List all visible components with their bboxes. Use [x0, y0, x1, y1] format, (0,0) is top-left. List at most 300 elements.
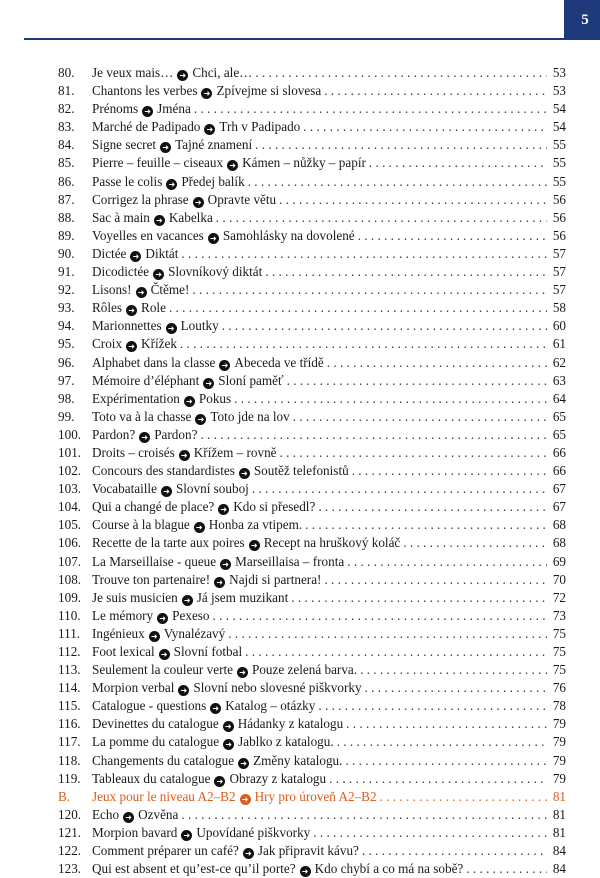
entry-number: 91.: [58, 264, 75, 280]
title-french: Dicodictée: [92, 264, 150, 280]
entry-page: 54: [552, 101, 566, 117]
toc-entry: [58, 372, 566, 390]
arrow-right-circle-icon: ➜: [223, 721, 234, 732]
entry-number: 86.: [58, 173, 75, 189]
title-french: Signe secret: [92, 137, 157, 153]
entry-page: 81: [552, 824, 566, 840]
toc-entry: [58, 534, 566, 552]
dot-leader: [369, 154, 547, 172]
entry-page: 66: [552, 463, 566, 479]
dot-leader: [287, 372, 547, 390]
title-french: Dictée: [92, 245, 127, 261]
toc-entry: [58, 136, 566, 154]
toc-entry: [58, 64, 566, 82]
arrow-right-circle-icon: ➜: [223, 739, 234, 750]
toc-entry: [58, 553, 566, 571]
entry-number: 106.: [58, 535, 82, 551]
title-french: Echo: [92, 806, 120, 822]
arrow-right-circle-icon: ➜: [136, 287, 147, 298]
entry-page: 81: [552, 788, 566, 804]
entry-title: [92, 571, 321, 589]
entry-title: [92, 498, 315, 516]
entry-page: 58: [552, 300, 566, 316]
dot-leader: [181, 245, 547, 263]
dot-leader: [352, 462, 547, 480]
arrow-right-circle-icon: ➜: [201, 88, 212, 99]
entry-page: 81: [552, 806, 566, 822]
arrow-right-circle-icon: ➜: [210, 703, 221, 714]
title-czech: Křížek: [141, 336, 177, 352]
title-french: Trouve ton partenaire!: [92, 571, 211, 587]
title-french: Pardon?: [92, 426, 136, 442]
page-number-tab: [564, 0, 600, 40]
title-french: Ingénieux: [92, 625, 145, 641]
entry-title: [92, 462, 349, 480]
header-rule: [24, 38, 564, 40]
entry-page: 75: [552, 644, 566, 659]
title-french: Chantons les verbes: [92, 83, 198, 99]
toc-entry: [58, 770, 566, 788]
entry-number: 89.: [58, 227, 75, 243]
title-czech: Jablko z katalogu.: [238, 734, 334, 750]
title-czech: Kdo si přesedl?: [233, 499, 316, 515]
entry-number: 88.: [58, 209, 75, 225]
title-french: Croix: [92, 336, 123, 352]
arrow-right-circle-icon: ➜: [178, 685, 189, 696]
title-french: Jeux pour le niveau A2–B2: [92, 788, 236, 804]
entry-title: [92, 625, 225, 643]
entry-number: 85.: [58, 155, 75, 171]
entry-page: 53: [552, 83, 566, 99]
entry-title: [92, 209, 213, 227]
entry-number: 95.: [58, 336, 75, 352]
entry-page: 61: [552, 336, 566, 352]
title-french: Passe le colis: [92, 173, 163, 189]
toc-entry: [58, 860, 566, 878]
toc-entry: [58, 661, 566, 679]
title-czech: Kámen – nůžky – papír: [242, 155, 366, 171]
entry-page: 64: [552, 390, 566, 406]
title-french: La pomme du catalogue: [92, 734, 220, 750]
title-czech: Tajné znamení: [175, 137, 253, 153]
entry-page: 75: [552, 662, 566, 678]
dot-leader: [213, 607, 547, 625]
entry-title: [92, 806, 178, 824]
arrow-right-circle-icon: ➜: [240, 794, 251, 805]
entry-title: [92, 679, 362, 697]
arrow-right-circle-icon: ➜: [149, 631, 160, 642]
title-french: Seulement la couleur verte: [92, 662, 233, 678]
title-french: Tableaux du catalogue: [92, 770, 211, 786]
dot-leader: [318, 697, 547, 715]
entry-number: 90.: [58, 245, 75, 261]
title-czech: Zpívejme si slovesa: [216, 83, 322, 99]
entry-page: 79: [552, 752, 566, 768]
toc-entry: [58, 245, 566, 263]
entry-title: [92, 354, 324, 372]
entry-title: [92, 154, 366, 172]
dot-leader: [265, 263, 547, 281]
entry-number: 84.: [58, 137, 75, 153]
arrow-right-circle-icon: ➜: [227, 160, 238, 171]
arrow-right-circle-icon: ➜: [126, 305, 137, 316]
dot-leader: [327, 354, 547, 372]
entry-page: 57: [552, 282, 566, 298]
entry-page: 53: [552, 65, 566, 80]
title-czech: Kdo chybí a co má na sobě?: [314, 861, 464, 877]
dot-leader: [358, 227, 547, 245]
entry-title: [92, 770, 326, 788]
dot-leader: [324, 82, 547, 100]
dot-leader: [318, 498, 547, 516]
entry-page: 54: [552, 119, 566, 135]
toc-entry: [58, 733, 566, 751]
title-french: Lisons!: [92, 282, 132, 298]
toc-entry: [58, 335, 566, 353]
arrow-right-circle-icon: ➜: [179, 450, 190, 461]
arrow-right-circle-icon: ➜: [214, 776, 225, 787]
dot-leader: [255, 64, 547, 82]
entry-number: 97.: [58, 372, 75, 388]
title-czech: Pardon?: [154, 426, 198, 442]
toc-entry: [58, 100, 566, 118]
entry-number: 92.: [58, 282, 75, 298]
toc-entry: [58, 299, 566, 317]
toc-entry: [58, 715, 566, 733]
title-czech: Marseillaisa – fronta: [235, 553, 345, 569]
toc-entry: [58, 480, 566, 498]
title-french: Sac à main: [92, 209, 150, 225]
entry-page: 55: [552, 155, 566, 171]
title-french: Foot lexical: [92, 644, 155, 659]
arrow-right-circle-icon: ➜: [159, 649, 170, 660]
arrow-right-circle-icon: ➜: [237, 667, 248, 678]
entry-number: 123.: [58, 861, 82, 877]
arrow-right-circle-icon: ➜: [182, 595, 193, 606]
title-czech: Slovní souboj: [175, 481, 249, 497]
entry-number: 87.: [58, 191, 75, 207]
toc-entry: [58, 806, 566, 824]
entry-number: 112.: [58, 644, 81, 659]
entry-number: 121.: [58, 824, 82, 840]
title-czech: Toto jde na lov: [210, 408, 290, 424]
entry-title: [92, 136, 252, 154]
dot-leader: [313, 824, 547, 842]
entry-title: [92, 173, 245, 191]
title-french: Catalogue - questions: [92, 698, 207, 714]
toc-entry: [58, 281, 566, 299]
entry-title: [92, 842, 359, 860]
entry-number: 83.: [58, 119, 75, 135]
title-czech: Loutky: [180, 318, 219, 334]
title-czech: Hádanky z katalogu: [237, 716, 344, 732]
entry-page: 67: [552, 481, 566, 497]
arrow-right-circle-icon: ➜: [130, 251, 141, 262]
title-czech: Diktát: [145, 245, 179, 261]
entry-title: [92, 643, 242, 661]
title-french: Prénoms: [92, 101, 139, 117]
title-french: Recette de la tarte aux poires: [92, 535, 245, 551]
entry-title: [92, 100, 191, 118]
dot-leader: [360, 661, 547, 679]
entry-number: 114.: [58, 680, 81, 696]
arrow-right-circle-icon: ➜: [153, 269, 164, 280]
dot-leader: [192, 281, 547, 299]
title-czech: Slovníkový diktát: [168, 264, 263, 280]
toc-entry: [58, 227, 566, 245]
title-czech: Obrazy z katalogu: [229, 770, 327, 786]
entry-title: [92, 824, 310, 842]
entry-page: 73: [552, 607, 566, 623]
dot-leader: [337, 733, 547, 751]
entry-title: [92, 733, 334, 751]
dot-leader: [234, 390, 547, 408]
title-french: Droits – croisés: [92, 444, 175, 460]
title-french: La Marseillaise - queue: [92, 553, 217, 569]
title-czech: Předej balík: [181, 173, 245, 189]
title-czech: Slovní nebo slovesné piškvorky: [193, 680, 362, 696]
entry-title: [92, 64, 252, 82]
title-czech: Jména: [157, 101, 191, 117]
entry-number: 108.: [58, 571, 82, 587]
toc-entry: [58, 317, 566, 335]
toc-entry: [58, 154, 566, 172]
entry-number: 111.: [58, 625, 81, 641]
dot-leader: [228, 625, 547, 643]
arrow-right-circle-icon: ➜: [177, 70, 188, 81]
toc-entry: [58, 571, 566, 589]
title-czech: Čtěme!: [150, 282, 190, 298]
entry-page: 79: [552, 770, 566, 786]
toc-entry: [58, 679, 566, 697]
entry-page: 65: [552, 408, 566, 424]
arrow-right-circle-icon: ➜: [193, 197, 204, 208]
title-czech: Jak připravit kávu?: [257, 843, 359, 859]
entry-number: 120.: [58, 806, 82, 822]
toc-entry: [58, 842, 566, 860]
entry-title: [92, 788, 377, 806]
title-czech: Katalog – otázky: [225, 698, 316, 714]
dot-leader: [380, 788, 547, 806]
title-czech: Sloní paměť: [218, 372, 284, 388]
entry-number: 93.: [58, 300, 75, 316]
entry-number: 104.: [58, 499, 82, 515]
entry-page: 75: [552, 625, 566, 641]
arrow-right-circle-icon: ➜: [161, 486, 172, 497]
title-czech: Chci, ale…: [192, 65, 253, 80]
entry-title: [92, 426, 197, 444]
entry-title: [92, 191, 276, 209]
entry-page: 56: [552, 227, 566, 243]
table-of-contents: [58, 64, 566, 878]
dot-leader: [169, 299, 547, 317]
arrow-right-circle-icon: ➜: [238, 758, 249, 769]
entry-number: 110.: [58, 607, 81, 623]
entry-number: 101.: [58, 444, 82, 460]
entry-number: 103.: [58, 481, 82, 497]
entry-title: [92, 82, 321, 100]
entry-title: [92, 245, 178, 263]
title-czech: Pokus: [198, 390, 232, 406]
title-czech: Křížem – rovně: [193, 444, 277, 460]
title-french: Pierre – feuille – ciseaux: [92, 155, 224, 171]
entry-title: [92, 661, 357, 679]
arrow-right-circle-icon: ➜: [142, 106, 153, 117]
entry-page: 67: [552, 499, 566, 515]
title-french: Vocabataille: [92, 481, 157, 497]
title-french: Mémoire d’éléphant: [92, 372, 200, 388]
entry-number: 122.: [58, 843, 82, 859]
dot-leader: [293, 408, 547, 426]
entry-title: [92, 752, 342, 770]
entry-page: 84: [552, 861, 566, 877]
entry-title: [92, 553, 344, 571]
title-czech: Slovní fotbal: [173, 644, 243, 659]
toc-entry: [58, 752, 566, 770]
toc-entry: [58, 444, 566, 462]
entry-number: 80.: [58, 65, 75, 80]
entry-page: 57: [552, 245, 566, 261]
entry-number: 102.: [58, 463, 82, 479]
title-french: Concours des standardistes: [92, 463, 235, 479]
entry-number: 119.: [58, 770, 81, 786]
title-czech: Pouze zelená barva.: [251, 662, 358, 678]
entry-page: 69: [552, 553, 566, 569]
entry-page: 62: [552, 354, 566, 370]
title-french: Qui est absent et qu’est-ce qu’il porte?: [92, 861, 296, 877]
entry-page: 78: [552, 698, 566, 714]
toc-entry: [58, 82, 566, 100]
arrow-right-circle-icon: ➜: [166, 179, 177, 190]
entry-number: 117.: [58, 734, 81, 750]
title-french: Course à la blague: [92, 517, 190, 533]
entry-number: 82.: [58, 101, 75, 117]
title-french: Qui a changé de place?: [92, 499, 215, 515]
entry-title: [92, 299, 166, 317]
entry-page: 68: [552, 535, 566, 551]
toc-entry: [58, 824, 566, 842]
arrow-right-circle-icon: ➜: [203, 378, 214, 389]
dot-leader: [466, 860, 547, 878]
title-french: Morpion bavard: [92, 824, 178, 840]
entry-title: [92, 408, 290, 426]
title-french: Changements du catalogue: [92, 752, 235, 768]
entry-number: 116.: [58, 716, 81, 732]
title-czech: Soutěž telefonistů: [253, 463, 349, 479]
title-french: Rôles: [92, 300, 123, 316]
toc-entry: [58, 354, 566, 372]
title-czech: Opravte větu: [207, 191, 277, 207]
title-french: Je suis musicien: [92, 589, 178, 605]
title-czech: Trh v Padipado: [219, 119, 301, 135]
entry-title: [92, 390, 231, 408]
dot-leader: [216, 209, 547, 227]
arrow-right-circle-icon: ➜: [243, 848, 254, 859]
entry-title: [92, 317, 219, 335]
entry-title: [92, 480, 249, 498]
title-czech: Já jsem muzikant: [196, 589, 289, 605]
entry-title: [92, 516, 302, 534]
entry-title: [92, 589, 288, 607]
entry-page: 56: [552, 191, 566, 207]
arrow-right-circle-icon: ➜: [154, 215, 165, 226]
entry-number: 109.: [58, 589, 82, 605]
dot-leader: [303, 118, 547, 136]
entry-number: B.: [58, 788, 71, 804]
entry-page: 65: [552, 426, 566, 442]
dot-leader: [200, 426, 547, 444]
dot-leader: [345, 752, 547, 770]
title-czech: Samohlásky na dovolené: [222, 227, 355, 243]
entry-number: 118.: [58, 752, 81, 768]
arrow-right-circle-icon: ➜: [239, 468, 250, 479]
entry-page: 56: [552, 209, 566, 225]
entry-number: 94.: [58, 318, 75, 334]
entry-title: [92, 227, 355, 245]
section-heading-row: [58, 788, 566, 806]
toc-entry: [58, 516, 566, 534]
toc-entry: [58, 643, 566, 661]
toc-entry: [58, 191, 566, 209]
entry-number: 96.: [58, 354, 75, 370]
dot-leader: [346, 715, 547, 733]
toc-entry: [58, 118, 566, 136]
entry-number: 98.: [58, 390, 75, 406]
arrow-right-circle-icon: ➜: [157, 613, 168, 624]
entry-page: 70: [552, 571, 566, 587]
arrow-right-circle-icon: ➜: [220, 559, 231, 570]
title-czech: Recept na hruškový koláč: [263, 535, 401, 551]
entry-title: [92, 118, 300, 136]
toc-entry: [58, 408, 566, 426]
entry-number: 99.: [58, 408, 75, 424]
entry-page: 60: [552, 318, 566, 334]
dot-leader: [279, 191, 547, 209]
dot-leader: [362, 842, 547, 860]
dot-leader: [194, 100, 547, 118]
entry-page: 55: [552, 173, 566, 189]
title-czech: Upovídané piškvorky: [196, 824, 311, 840]
entry-number: 115.: [58, 698, 81, 714]
title-french: Je veux mais…: [92, 65, 174, 80]
entry-number: 81.: [58, 83, 75, 99]
title-french: Expérimentation: [92, 390, 180, 406]
dot-leader: [291, 589, 547, 607]
entry-title: [92, 281, 189, 299]
dot-leader: [245, 643, 547, 661]
entry-page: 55: [552, 137, 566, 153]
arrow-right-circle-icon: ➜: [123, 812, 134, 823]
title-czech: Kabelka: [168, 209, 213, 225]
entry-number: 100.: [58, 426, 82, 442]
title-czech: Najdi si partnera!: [229, 571, 322, 587]
title-czech: Vynalézavý: [163, 625, 226, 641]
arrow-right-circle-icon: ➜: [214, 577, 225, 588]
toc-entry: [58, 209, 566, 227]
entry-title: [92, 697, 315, 715]
dot-leader: [305, 516, 547, 534]
entry-number: 105.: [58, 517, 82, 533]
entry-page: 63: [552, 372, 566, 388]
entry-title: [92, 715, 343, 733]
entry-number: 107.: [58, 553, 82, 569]
arrow-right-circle-icon: ➜: [126, 341, 137, 352]
dot-leader: [347, 553, 547, 571]
title-czech: Honba za vtipem.: [208, 517, 303, 533]
toc-entry: [58, 498, 566, 516]
dot-leader: [180, 335, 547, 353]
title-french: Le mémory: [92, 607, 154, 623]
